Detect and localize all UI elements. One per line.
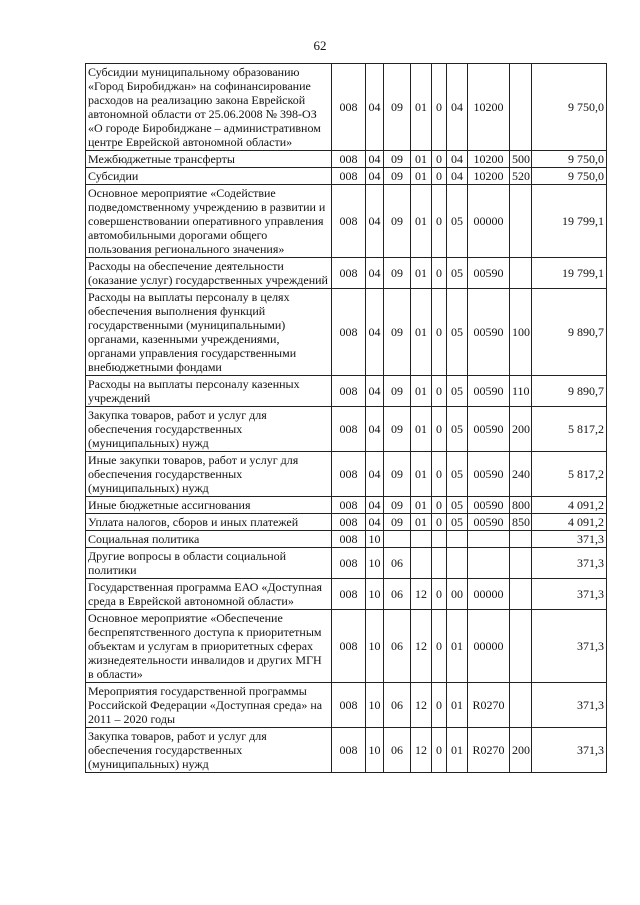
target-code-program: 01	[411, 64, 432, 151]
amount: 5 817,2	[532, 452, 607, 497]
target-code-subprogram: 0	[432, 64, 447, 151]
amount: 19 799,1	[532, 185, 607, 258]
target-code-program: 01	[411, 168, 432, 185]
table-row	[86, 376, 607, 407]
target-code-subprogram: 0	[432, 610, 447, 683]
amount: 5 817,2	[532, 407, 607, 452]
subsection-code: 09	[384, 452, 411, 497]
row-name: Расходы на выплаты персоналу казенных учреждений	[86, 376, 332, 407]
target-code-subprogram: 0	[432, 407, 447, 452]
expense-type-code: 240	[510, 452, 532, 497]
expense-type-code	[510, 548, 532, 579]
target-code-direction: 00000	[468, 185, 510, 258]
glava-code: 008	[332, 185, 366, 258]
subsection-code: 09	[384, 151, 411, 168]
table-row	[86, 579, 607, 610]
row-name: Мероприятия государственной программы Российской Федерации «Доступная среда» на 2011 – 2020 годы	[86, 683, 332, 728]
amount: 371,3	[532, 548, 607, 579]
table-row	[86, 185, 607, 258]
target-code-program: 12	[411, 683, 432, 728]
glava-code: 008	[332, 579, 366, 610]
section-code: 10	[366, 579, 384, 610]
target-code-event: 04	[447, 64, 468, 151]
target-code-program: 01	[411, 407, 432, 452]
section-code: 04	[366, 151, 384, 168]
row-name: Иные закупки товаров, работ и услуг для обеспечения государственных (муниципальных) нужд	[86, 452, 332, 497]
table-row	[86, 151, 607, 168]
expense-type-code: 200	[510, 728, 532, 773]
row-name: Основное мероприятие «Обеспечение беспрепятственного доступа к приоритетным объектам и услугам в приоритетных сферах жизнедеятельности инвалидов и других МГН в области»	[86, 610, 332, 683]
amount: 9 750,0	[532, 151, 607, 168]
target-code-program: 12	[411, 610, 432, 683]
amount: 371,3	[532, 579, 607, 610]
table-row	[86, 683, 607, 728]
amount: 371,3	[532, 610, 607, 683]
amount: 4 091,2	[532, 497, 607, 514]
target-code-event: 05	[447, 497, 468, 514]
section-code: 04	[366, 289, 384, 376]
table-row	[86, 258, 607, 289]
glava-code: 008	[332, 407, 366, 452]
target-code-subprogram: 0	[432, 497, 447, 514]
row-name: Межбюджетные трансферты	[86, 151, 332, 168]
target-code-direction: 00000	[468, 610, 510, 683]
section-code: 04	[366, 514, 384, 531]
expense-type-code	[510, 531, 532, 548]
target-code-subprogram: 0	[432, 376, 447, 407]
target-code-event: 05	[447, 185, 468, 258]
target-code-event	[447, 548, 468, 579]
expense-type-code: 200	[510, 407, 532, 452]
table-row	[86, 497, 607, 514]
section-code: 10	[366, 548, 384, 579]
glava-code: 008	[332, 168, 366, 185]
row-name: Основное мероприятие «Содействие подведомственному учреждению в развитии и совершенствовании оперативного управления автомобильными дорогами общего пользования регионального значения»	[86, 185, 332, 258]
subsection-code: 09	[384, 185, 411, 258]
section-code: 04	[366, 185, 384, 258]
table-row	[86, 728, 607, 773]
expense-type-code	[510, 610, 532, 683]
subsection-code: 09	[384, 497, 411, 514]
amount: 9 750,0	[532, 168, 607, 185]
subsection-code: 09	[384, 407, 411, 452]
target-code-program: 01	[411, 258, 432, 289]
subsection-code: 06	[384, 548, 411, 579]
table-row	[86, 289, 607, 376]
table-row	[86, 168, 607, 185]
row-name: Государственная программа ЕАО «Доступная среда в Еврейской автономной области»	[86, 579, 332, 610]
target-code-program: 12	[411, 728, 432, 773]
table-body	[86, 64, 607, 773]
glava-code: 008	[332, 497, 366, 514]
target-code-direction: 10200	[468, 151, 510, 168]
row-name: Уплата налогов, сборов и иных платежей	[86, 514, 332, 531]
expense-type-code	[510, 683, 532, 728]
subsection-code: 09	[384, 258, 411, 289]
target-code-direction: 00590	[468, 258, 510, 289]
amount: 9 890,7	[532, 289, 607, 376]
target-code-event: 01	[447, 728, 468, 773]
row-name: Расходы на выплаты персоналу в целях обеспечения выполнения функций государственными (муниципальными) органами, казенными учреждениями, органами управления государственными внебюджетными фондами	[86, 289, 332, 376]
target-code-event: 01	[447, 683, 468, 728]
target-code-event: 05	[447, 258, 468, 289]
amount: 371,3	[532, 728, 607, 773]
target-code-event: 05	[447, 514, 468, 531]
glava-code: 008	[332, 514, 366, 531]
glava-code: 008	[332, 610, 366, 683]
target-code-program: 01	[411, 151, 432, 168]
section-code: 04	[366, 376, 384, 407]
target-code-direction: 00590	[468, 514, 510, 531]
glava-code: 008	[332, 452, 366, 497]
target-code-event: 05	[447, 289, 468, 376]
section-code: 10	[366, 683, 384, 728]
table-row	[86, 514, 607, 531]
expense-type-code	[510, 258, 532, 289]
target-code-direction: 00590	[468, 497, 510, 514]
section-code: 04	[366, 452, 384, 497]
glava-code: 008	[332, 151, 366, 168]
section-code: 04	[366, 168, 384, 185]
target-code-program: 01	[411, 289, 432, 376]
target-code-event: 05	[447, 452, 468, 497]
expense-type-code	[510, 579, 532, 610]
target-code-direction: 00000	[468, 579, 510, 610]
subsection-code: 06	[384, 610, 411, 683]
target-code-subprogram: 0	[432, 514, 447, 531]
glava-code: 008	[332, 683, 366, 728]
subsection-code: 06	[384, 728, 411, 773]
target-code-subprogram: 0	[432, 258, 447, 289]
section-code: 10	[366, 728, 384, 773]
table-row	[86, 548, 607, 579]
subsection-code: 09	[384, 514, 411, 531]
target-code-direction: R0270	[468, 683, 510, 728]
table-row	[86, 610, 607, 683]
target-code-direction: 00590	[468, 376, 510, 407]
budget-table	[85, 63, 607, 773]
target-code-event: 01	[447, 610, 468, 683]
row-name: Субсидии муниципальному образованию «Город Биробиджан» на софинансирование расходов на реализацию закона Еврейской автономной области от 25.06.2008 № 398-ОЗ «О городе Биробиджане – административном центре Еврейской автономной области»	[86, 64, 332, 151]
target-code-event: 04	[447, 151, 468, 168]
expense-type-code: 520	[510, 168, 532, 185]
target-code-subprogram	[432, 548, 447, 579]
section-code: 10	[366, 531, 384, 548]
target-code-subprogram	[432, 531, 447, 548]
subsection-code: 09	[384, 289, 411, 376]
amount: 4 091,2	[532, 514, 607, 531]
section-code: 10	[366, 610, 384, 683]
expense-type-code	[510, 185, 532, 258]
target-code-program: 01	[411, 185, 432, 258]
target-code-program: 01	[411, 376, 432, 407]
section-code: 04	[366, 407, 384, 452]
row-name: Закупка товаров, работ и услуг для обеспечения государственных (муниципальных) нужд	[86, 728, 332, 773]
target-code-program: 01	[411, 452, 432, 497]
target-code-direction: 10200	[468, 168, 510, 185]
target-code-direction: 10200	[468, 64, 510, 151]
row-name: Закупка товаров, работ и услуг для обеспечения государственных (муниципальных) нужд	[86, 407, 332, 452]
target-code-program: 01	[411, 514, 432, 531]
page-number: 62	[313, 38, 327, 53]
target-code-direction: 00590	[468, 407, 510, 452]
target-code-subprogram: 0	[432, 579, 447, 610]
subsection-code	[384, 531, 411, 548]
subsection-code: 06	[384, 579, 411, 610]
amount: 371,3	[532, 683, 607, 728]
section-code: 04	[366, 64, 384, 151]
table-row	[86, 531, 607, 548]
target-code-direction	[468, 548, 510, 579]
target-code-subprogram: 0	[432, 728, 447, 773]
amount: 9 890,7	[532, 376, 607, 407]
glava-code: 008	[332, 376, 366, 407]
target-code-subprogram: 0	[432, 151, 447, 168]
target-code-event	[447, 531, 468, 548]
target-code-program	[411, 548, 432, 579]
amount: 9 750,0	[532, 64, 607, 151]
expense-type-code: 100	[510, 289, 532, 376]
row-name: Расходы на обеспечение деятельности (оказание услуг) государственных учреждений	[86, 258, 332, 289]
subsection-code: 09	[384, 376, 411, 407]
table-row	[86, 64, 607, 151]
target-code-subprogram: 0	[432, 185, 447, 258]
target-code-direction: R0270	[468, 728, 510, 773]
glava-code: 008	[332, 258, 366, 289]
target-code-program: 12	[411, 579, 432, 610]
section-code: 04	[366, 258, 384, 289]
target-code-event: 00	[447, 579, 468, 610]
target-code-direction: 00590	[468, 452, 510, 497]
expense-type-code: 850	[510, 514, 532, 531]
section-code: 04	[366, 497, 384, 514]
row-name: Социальная политика	[86, 531, 332, 548]
amount: 19 799,1	[532, 258, 607, 289]
glava-code: 008	[332, 289, 366, 376]
target-code-subprogram: 0	[432, 289, 447, 376]
row-name: Другие вопросы в области социальной политики	[86, 548, 332, 579]
expense-type-code: 110	[510, 376, 532, 407]
expense-type-code: 800	[510, 497, 532, 514]
target-code-event: 04	[447, 168, 468, 185]
subsection-code: 09	[384, 64, 411, 151]
expense-type-code	[510, 64, 532, 151]
row-name: Иные бюджетные ассигнования	[86, 497, 332, 514]
subsection-code: 06	[384, 683, 411, 728]
target-code-subprogram: 0	[432, 168, 447, 185]
target-code-event: 05	[447, 407, 468, 452]
table-row	[86, 407, 607, 452]
target-code-program: 01	[411, 497, 432, 514]
expense-type-code: 500	[510, 151, 532, 168]
glava-code: 008	[332, 531, 366, 548]
target-code-direction: 00590	[468, 289, 510, 376]
glava-code: 008	[332, 548, 366, 579]
target-code-subprogram: 0	[432, 452, 447, 497]
target-code-direction	[468, 531, 510, 548]
glava-code: 008	[332, 728, 366, 773]
table-row	[86, 452, 607, 497]
glava-code: 008	[332, 64, 366, 151]
subsection-code: 09	[384, 168, 411, 185]
target-code-subprogram: 0	[432, 683, 447, 728]
amount: 371,3	[532, 531, 607, 548]
target-code-event: 05	[447, 376, 468, 407]
target-code-program	[411, 531, 432, 548]
row-name: Субсидии	[86, 168, 332, 185]
